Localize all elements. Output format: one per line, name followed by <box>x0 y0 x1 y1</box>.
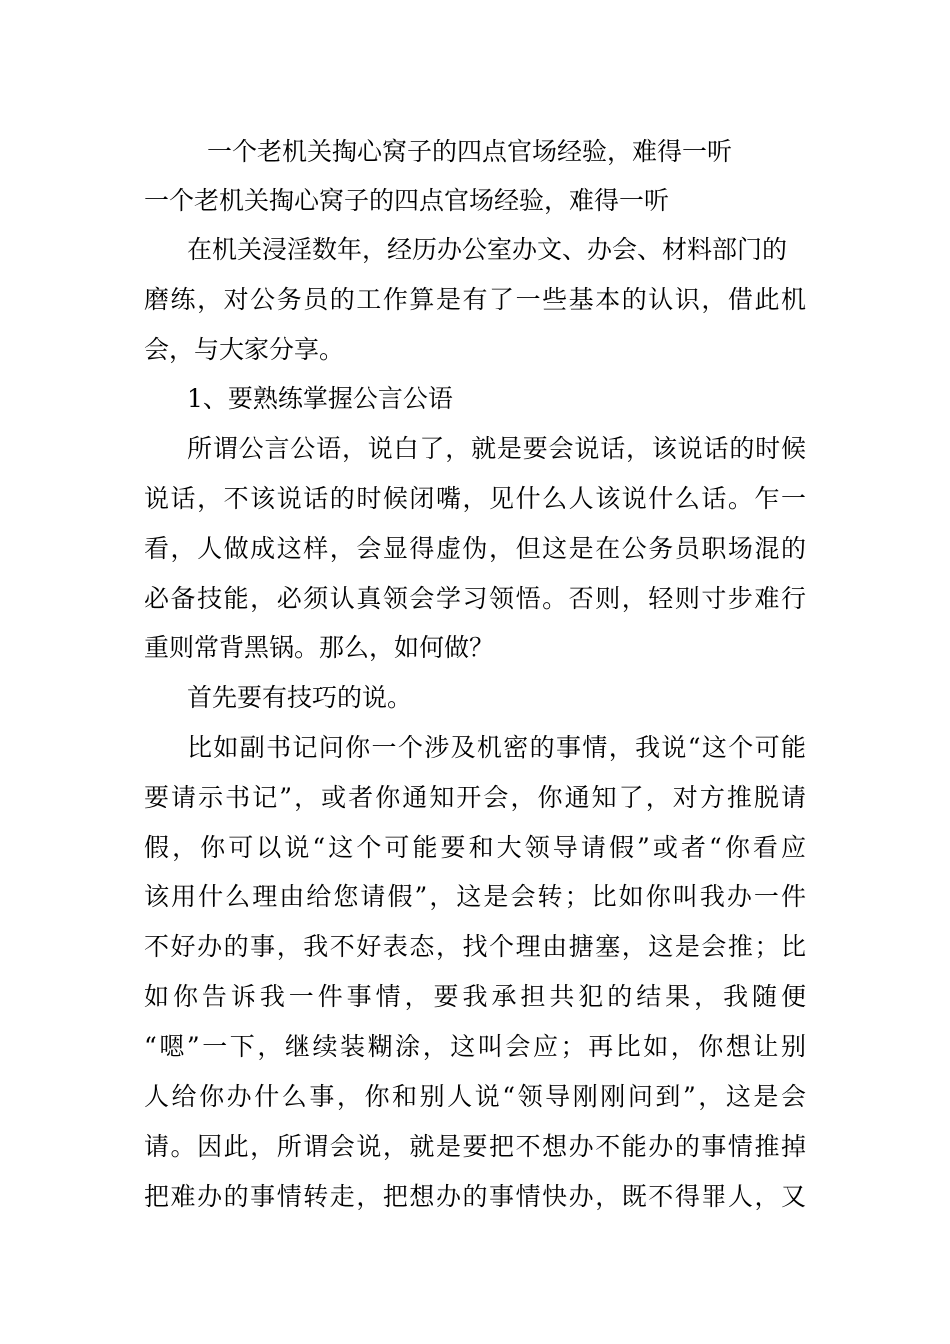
section-heading: 1、要熟练掌握公言公语 <box>187 384 453 413</box>
paragraph-line: 所谓公言公语，说白了，就是要会说话，该说话的时候 <box>187 434 806 463</box>
paragraph-line: 会，与大家分享。 <box>144 335 345 364</box>
paragraph-line: 必备技能，必须认真领会学习领悟。否则，轻则寸步难行 <box>144 584 806 613</box>
paragraph-line: 如你告诉我一件事情，要我承担共犯的结果，我随便 <box>144 982 806 1011</box>
paragraph-line: 首先要有技巧的说。 <box>187 683 413 712</box>
paragraph-line: 不好办的事，我不好表态，找个理由搪塞，这是会推；比 <box>144 932 806 961</box>
paragraph-line: 要请示书记”，或者你通知开会，你通知了，对方推脱请 <box>144 783 806 812</box>
paragraph-line: 把难办的事情转走，把想办的事情快办，既不得罪人，又 <box>144 1182 806 1211</box>
document-subtitle: 一个老机关掏心窝子的四点官场经验，难得一听 <box>144 186 670 215</box>
paragraph-line: 人给你办什么事，你和别人说“领导刚刚问到”，这是会 <box>144 1082 806 1111</box>
paragraph-line: 假，你可以说“这个可能要和大领导请假”或者“你看应 <box>144 833 806 862</box>
paragraph-line: 重则常背黑锅。那么，如何做？ <box>144 633 495 662</box>
paragraph-line: 说话，不该说话的时候闭嘴，见什么人该说什么话。乍一 <box>144 484 806 513</box>
paragraph-line: 看，人做成这样，会显得虚伪，但这是在公务员职场混的 <box>144 534 806 563</box>
paragraph-line: 在机关浸淫数年，经历办公室办文、办会、材料部门的 <box>187 235 788 264</box>
paragraph-line: 比如副书记问你一个涉及机密的事情，我说“这个可能 <box>187 733 806 762</box>
paragraph-line: “嗯”一下，继续装糊涂，这叫会应；再比如，你想让别 <box>144 1032 806 1061</box>
document-title: 一个老机关掏心窝子的四点官场经验，难得一听 <box>207 137 733 166</box>
paragraph-line: 该用什么理由给您请假”，这是会转；比如你叫我办一件 <box>144 882 806 911</box>
paragraph-line: 请。因此，所谓会说，就是要把不想办不能办的事情推掉 <box>144 1132 806 1161</box>
paragraph-line: 磨练，对公务员的工作算是有了一些基本的认识，借此机 <box>144 285 806 314</box>
